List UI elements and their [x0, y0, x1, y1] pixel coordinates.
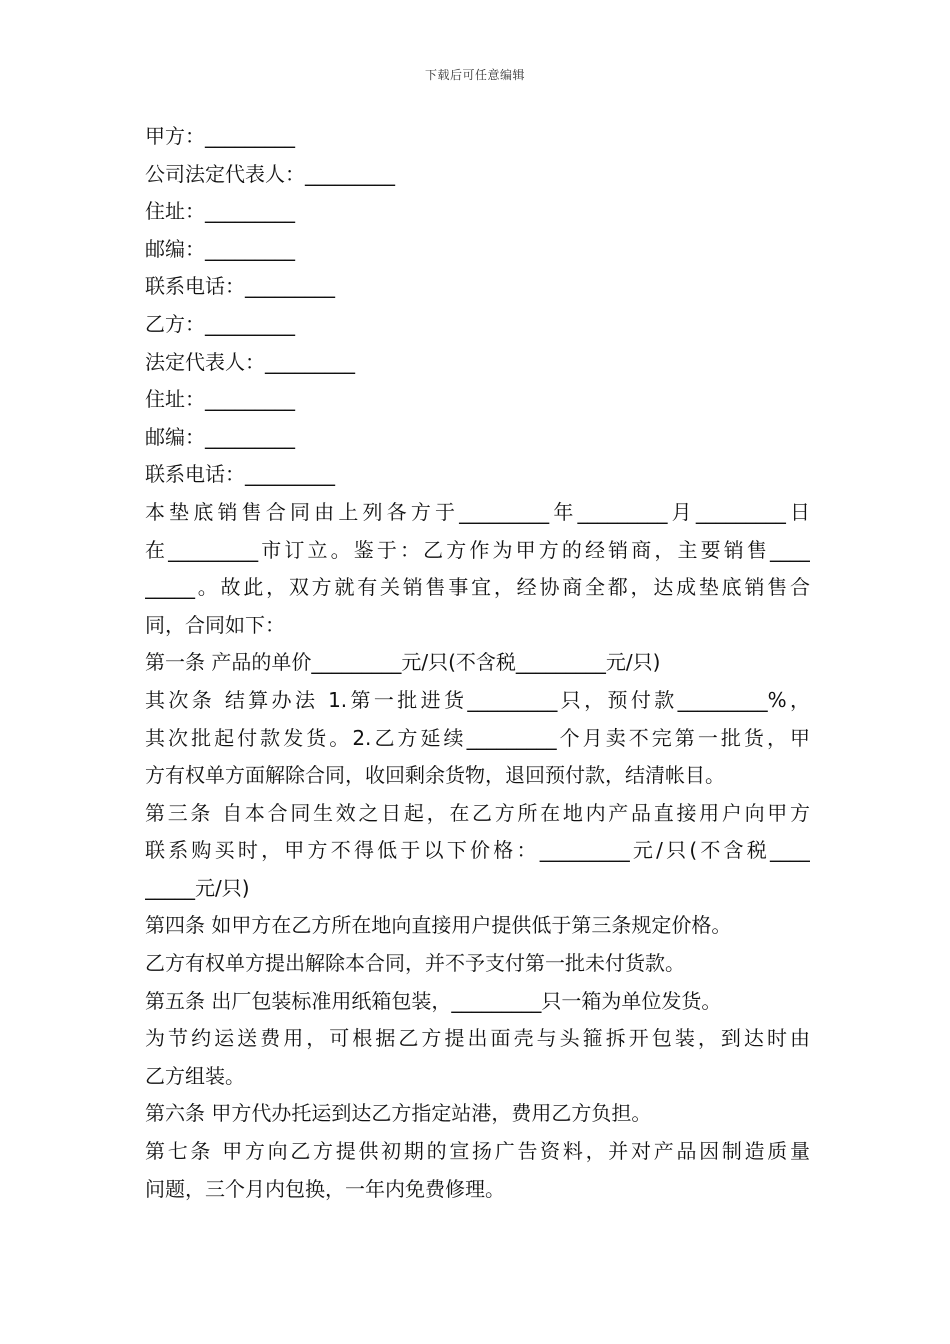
article-7-line-1: 第七条 甲方向乙方提供初期的宣扬广告资料，并对产品因制造质量: [145, 1139, 810, 1164]
preamble-line-1: 本垫底销售合同由上列各方于_________年_________月_________日: [145, 499, 810, 524]
party-b-phone-line: 联系电话：_________: [145, 462, 335, 487]
article-2-line-3: 方有权单方面解除合同，收回剩余货物，退回预付款，结清帐目。: [145, 763, 725, 788]
preamble-line-4: 同，合同如下：: [145, 612, 285, 637]
header-note: 下载后可任意编辑: [424, 68, 525, 82]
article-4-line-1: 第四条 如甲方在乙方所在地向直接用户提供低于第三条规定价格。: [145, 913, 732, 938]
article-4-line-2: 乙方有权单方提出解除本合同，并不予支付第一批未付货款。: [145, 951, 685, 976]
article-5-line-2: 为节约运送费用，可根据乙方提出面壳与头箍拆开包装，到达时由: [145, 1026, 810, 1051]
article-3-line-1: 第三条 自本合同生效之日起，在乙方所在地内产品直接用户向甲方: [145, 800, 810, 825]
article-2-line-1: 其次条 结算办法 1.第一批进货_________只，预付款_________%，: [145, 687, 810, 712]
party-a-phone-line: 联系电话：_________: [145, 274, 335, 299]
article-3-line-3: _____元/只): [145, 875, 250, 900]
article-2-line-2: 其次批起付款发货。2.乙方延续_________个月卖不完第一批货，甲: [145, 725, 810, 750]
article-6-line: 第六条 甲方代办托运到达乙方指定站港，费用乙方负担。: [145, 1101, 652, 1126]
contract-body: [145, 118, 810, 1208]
party-a-postcode-line: 邮编：_________: [145, 236, 295, 261]
party-b-postcode-line: 邮编：_________: [145, 424, 295, 449]
article-1-line: 第一条 产品的单价_________元/只(不含税_________元/只): [145, 650, 661, 675]
preamble-line-2: 在_________市订立。鉴于：乙方作为甲方的经销商，主要销售____: [145, 537, 810, 562]
party-b-legal-rep-line: 法定代表人：_________: [145, 349, 355, 374]
party-b-address-line: 住址：_________: [145, 387, 295, 412]
article-5-line-3: 乙方组装。: [145, 1063, 245, 1088]
party-a-legal-rep-line: 公司法定代表人：_________: [145, 161, 395, 186]
party-a-address-line: 住址：_________: [145, 199, 295, 224]
party-a-line: 甲方：_________: [145, 124, 295, 148]
article-7-line-2: 问题，三个月内包换，一年内免费修理。: [145, 1176, 505, 1201]
article-5-line-1: 第五条 出厂包装标准用纸箱包装，_________只一箱为单位发货。: [145, 988, 722, 1013]
party-b-line: 乙方：_________: [145, 311, 295, 336]
preamble-line-3: _____。故此，双方就有关销售事宜，经协商全都，达成垫底销售合: [145, 575, 810, 600]
article-3-line-2: 联系购买时，甲方不得低于以下价格：_________元/只(不含税____: [145, 838, 810, 863]
